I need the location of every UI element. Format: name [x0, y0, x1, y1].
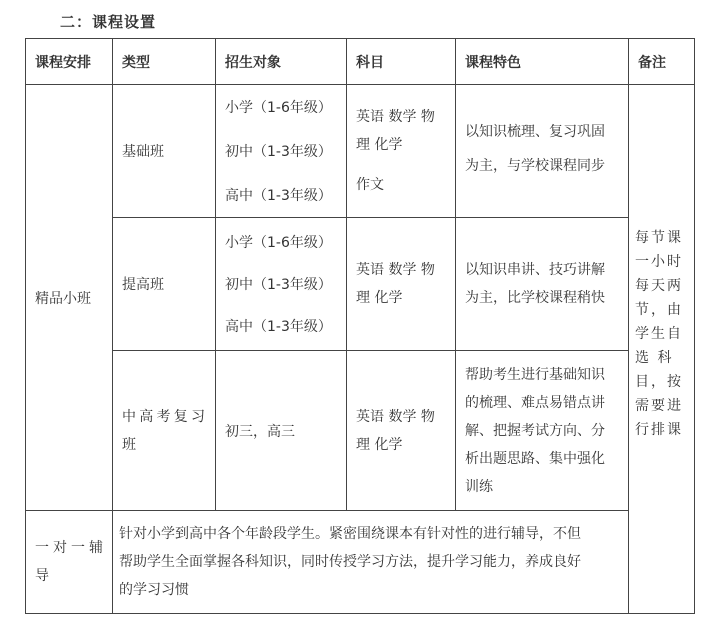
target-cell	[216, 85, 347, 218]
target-item: 高中（1-3年级）	[225, 188, 332, 204]
type-cell	[113, 218, 216, 351]
header-target: 招生对象	[216, 39, 347, 85]
feature-line: 帮助考生进行基础知识	[465, 366, 605, 383]
target-item: 小学（1-6年级）	[225, 235, 332, 251]
type-label: 提高班	[122, 277, 164, 293]
header-features: 课程特色	[456, 39, 629, 85]
one-on-one-desc-cell	[113, 511, 629, 614]
notes-cell	[629, 85, 695, 614]
features-cell	[456, 85, 629, 218]
note-line: 选 科	[635, 350, 674, 366]
note-line: 每天两	[635, 278, 683, 294]
one-on-one-desc-line: 的学习习惯	[119, 582, 189, 598]
type-line: 班	[122, 436, 138, 453]
target-item: 初三，高三	[225, 423, 295, 440]
one-on-one-label-line: 导	[35, 568, 49, 584]
section-title: 二：课程设置	[60, 13, 157, 31]
note-line: 需要进	[635, 398, 683, 414]
target-item: 小学（1-6年级）	[225, 100, 332, 116]
header-subjects: 科目	[347, 39, 456, 85]
feature-line: 以知识串讲、技巧讲解	[465, 262, 605, 278]
subjects-cell	[347, 218, 456, 351]
subjects-extra: 作文	[356, 177, 384, 193]
table-row	[26, 351, 695, 511]
header-row	[26, 39, 695, 85]
one-on-one-label-line: 一对一辅	[35, 540, 107, 556]
header-notes: 备注	[629, 39, 695, 85]
target-cell	[216, 218, 347, 351]
note-line: 行排课	[635, 422, 683, 438]
subjects-line: 英语 数学 物	[356, 262, 435, 278]
type-line: 中高考复习	[122, 408, 207, 425]
feature-line: 析出题思路、集中强化	[465, 450, 605, 467]
course-table	[25, 38, 695, 614]
subjects-cell	[347, 85, 456, 218]
one-on-one-row	[26, 511, 695, 614]
table-row	[26, 85, 695, 218]
header-type: 类型	[113, 39, 216, 85]
note-line: 一小时	[635, 254, 683, 270]
type-label: 基础班	[122, 144, 164, 160]
note-line: 每节课	[635, 230, 683, 246]
subjects-line: 理 化学	[356, 137, 403, 153]
feature-line: 解、把握考试方向、分	[465, 422, 605, 439]
feature-line: 为主，与学校课程同步	[465, 158, 605, 174]
type-cell	[113, 85, 216, 218]
subjects-line: 英语 数学 物	[356, 109, 435, 125]
header-arrangement: 课程安排	[26, 39, 113, 85]
feature-line: 的梳理、难点易错点讲	[465, 394, 605, 411]
note-line: 学生自	[635, 326, 683, 342]
one-on-one-desc-line: 针对小学到高中各个年龄段学生。紧密围绕课本有针对性的进行辅导，不但	[119, 526, 581, 542]
table-row	[26, 218, 695, 351]
target-item: 初中（1-3年级）	[225, 144, 332, 160]
features-cell	[456, 218, 629, 351]
features-cell	[456, 351, 629, 511]
target-cell	[216, 351, 347, 511]
subjects-line: 英语 数学 物	[356, 408, 435, 425]
subjects-line: 理 化学	[356, 290, 403, 306]
target-item: 高中（1-3年级）	[225, 319, 332, 335]
type-cell	[113, 351, 216, 511]
note-line: 目，按	[635, 374, 683, 390]
group-label: 精品小班	[35, 290, 91, 307]
feature-line: 为主，比学校课程稍快	[465, 290, 605, 306]
feature-line: 训练	[465, 478, 493, 495]
one-on-one-desc-line: 帮助学生全面掌握各科知识，同时传授学习方法，提升学习能力，养成良好	[119, 554, 581, 570]
group-label-cell	[26, 85, 113, 511]
target-item: 初中（1-3年级）	[225, 277, 332, 293]
note-line: 节，由	[635, 302, 683, 318]
subjects-line: 理 化学	[356, 436, 403, 453]
one-on-one-label-cell	[26, 511, 113, 614]
subjects-cell	[347, 351, 456, 511]
feature-line: 以知识梳理、复习巩固	[465, 124, 605, 140]
